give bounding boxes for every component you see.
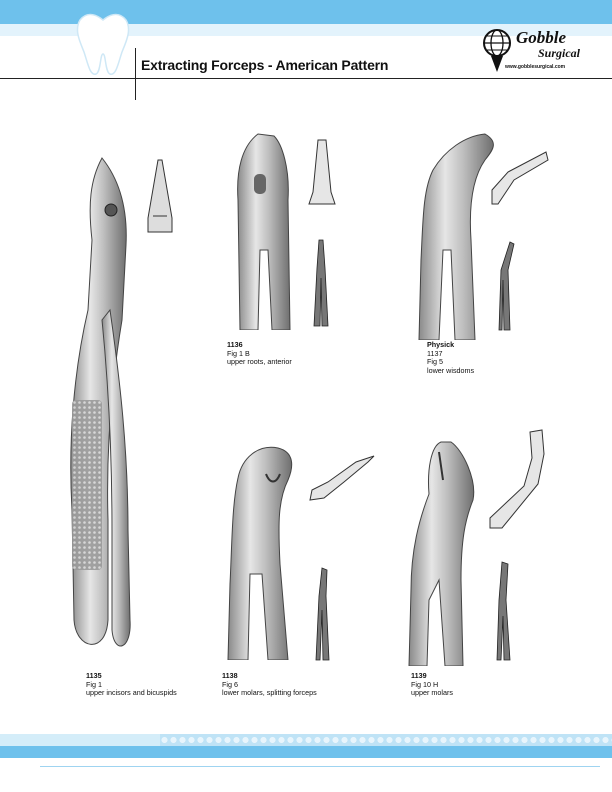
product-number: 1138 xyxy=(222,671,238,680)
forceps-1135-image xyxy=(62,150,142,662)
brand-website: www.gobblesurgical.com xyxy=(505,64,566,70)
caption-1138 xyxy=(222,672,317,698)
product-pattern: Physick xyxy=(427,340,455,349)
forceps-1135-tip-image xyxy=(145,158,175,236)
forceps-1138-mini-image xyxy=(314,566,332,662)
product-number: 1139 xyxy=(411,671,427,680)
brand-subname: Surgical xyxy=(538,46,581,60)
caption-1139 xyxy=(411,672,453,698)
product-number: 1136 xyxy=(227,340,243,349)
footer-rule xyxy=(40,766,600,767)
forceps-1137-tip-image xyxy=(490,150,550,208)
product-fig: Fig 6 xyxy=(222,679,238,689)
forceps-1139-tip-image xyxy=(488,428,552,532)
header-vertical-rule xyxy=(135,48,136,100)
product-number: 1137 xyxy=(427,348,443,358)
caption-1136 xyxy=(227,341,292,367)
tooth-icon xyxy=(72,12,134,78)
forceps-1139-image xyxy=(405,440,479,666)
product-desc: upper roots, anterior xyxy=(227,357,292,367)
forceps-1138-tip-image xyxy=(306,454,376,504)
product-desc: upper incisors and bicuspids xyxy=(86,688,177,698)
product-fig: Fig 1 xyxy=(86,679,102,689)
footer-band xyxy=(0,746,612,758)
caption-1135 xyxy=(86,672,177,698)
footer-dotted-band xyxy=(160,734,612,746)
forceps-1137-mini-image xyxy=(498,240,516,332)
brand-name: Gobble xyxy=(516,28,567,47)
product-fig: Fig 1 B xyxy=(227,348,250,358)
product-desc: upper molars xyxy=(411,688,453,698)
page-title: Extracting Forceps - American Pattern xyxy=(141,57,389,73)
footer-band-light xyxy=(0,734,160,746)
forceps-1136-tip-image xyxy=(305,138,339,208)
forceps-1136-mini-image xyxy=(312,238,330,328)
forceps-1139-mini-image xyxy=(496,560,520,664)
product-fig: Fig 5 xyxy=(427,357,443,367)
product-desc: lower wisdoms xyxy=(427,365,475,375)
product-number: 1135 xyxy=(86,671,102,680)
caption-1137 xyxy=(427,341,474,375)
header-horizontal-rule xyxy=(0,78,612,79)
product-fig: Fig 10 H xyxy=(411,679,439,689)
product-desc: lower molars, splitting forceps xyxy=(222,688,317,698)
forceps-1138-image xyxy=(218,444,302,660)
forceps-1136-image xyxy=(228,130,298,330)
